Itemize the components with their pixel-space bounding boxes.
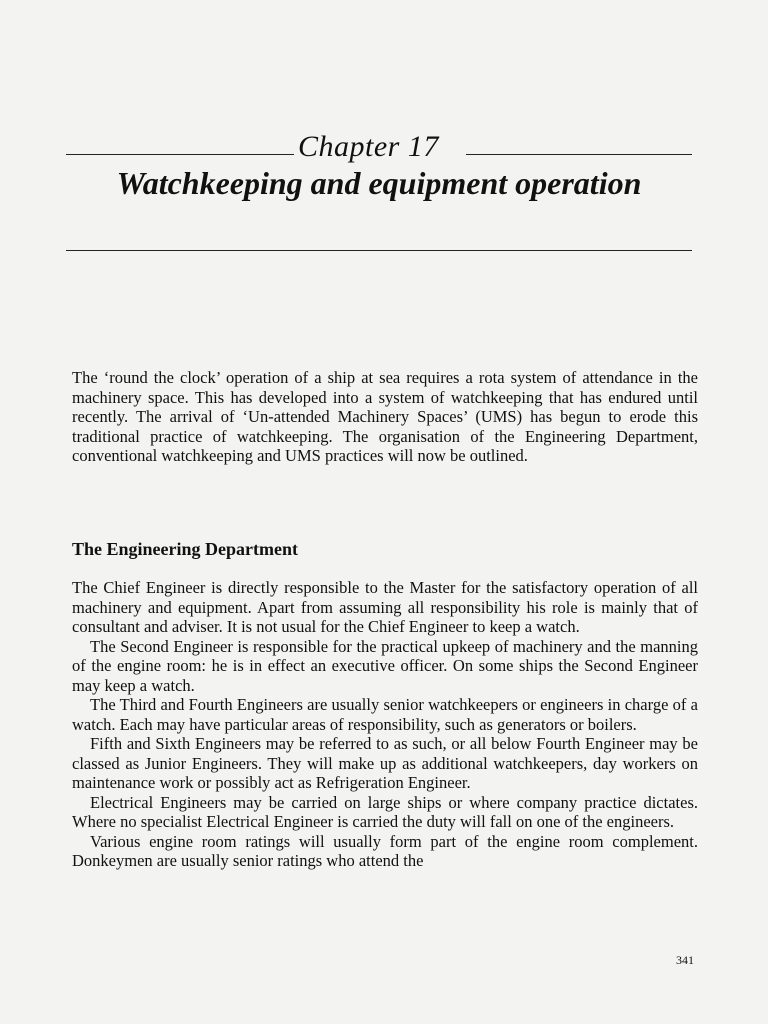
chapter-header: [66, 132, 692, 164]
title-rule: [66, 250, 692, 251]
chapter-rule-right: [466, 154, 692, 155]
paragraph-third-fourth-engineers: The Third and Fourth Engineers are usually senior watchkeepers or engineers in charge of a watch. Each may have particular areas of responsibility, such as generators or boilers.: [72, 695, 698, 734]
paragraph-ratings: Various engine room ratings will usually form part of the engine room complement. Donkeymen are usually senior ratings who attend the: [72, 831, 698, 870]
paragraph-second-engineer: The Second Engineer is responsible for the practical upkeep of machinery and the manning of the engine room: he is in effect an executive officer. On some ships the Second Engineer may keep a watch.: [72, 636, 698, 695]
chapter-title: Watchkeeping and equipment operation: [116, 165, 642, 201]
chapter-label: Chapter 17: [298, 130, 439, 163]
paragraph-fifth-sixth-engineers: Fifth and Sixth Engineers may be referred to as such, or all below Fourth Engineer may be classed as Junior Engineers. They will make up as additional watchkeepers, day workers on maintenance work or possibly act as Refrigeration Engineer.: [72, 734, 698, 792]
paragraph-chief-engineer: The Chief Engineer is directly responsible to the Master for the satisfactory operation of all machinery and equipment. Apart from assuming all responsibility his role is mainly that of consultant and adviser. It is not usual for the Chief Engineer to keep a watch.: [72, 578, 698, 636]
page-number: 341: [676, 953, 694, 967]
intro-paragraph: The ‘round the clock’ operation of a ship at sea requires a rota system of attendance in the machinery space. This has developed into a system of watchkeeping that has endured until recently. The arrival of ‘Un-attended Machinery Spaces’ (UMS) has begun to erode this traditional practice of watchkeeping. The organisation of the Engineering Department, conventional watchkeeping and UMS practices will now be outlined.: [72, 368, 698, 465]
section-heading: The Engineering Department: [72, 539, 298, 559]
paragraph-electrical-engineers: Electrical Engineers may be carried on large ships or where company practice dictates. Where no specialist Electrical Engineer is carried the duty will fall on one of the engineers.: [72, 792, 698, 831]
section-body: [72, 578, 698, 871]
chapter-rule-left: [66, 154, 294, 155]
